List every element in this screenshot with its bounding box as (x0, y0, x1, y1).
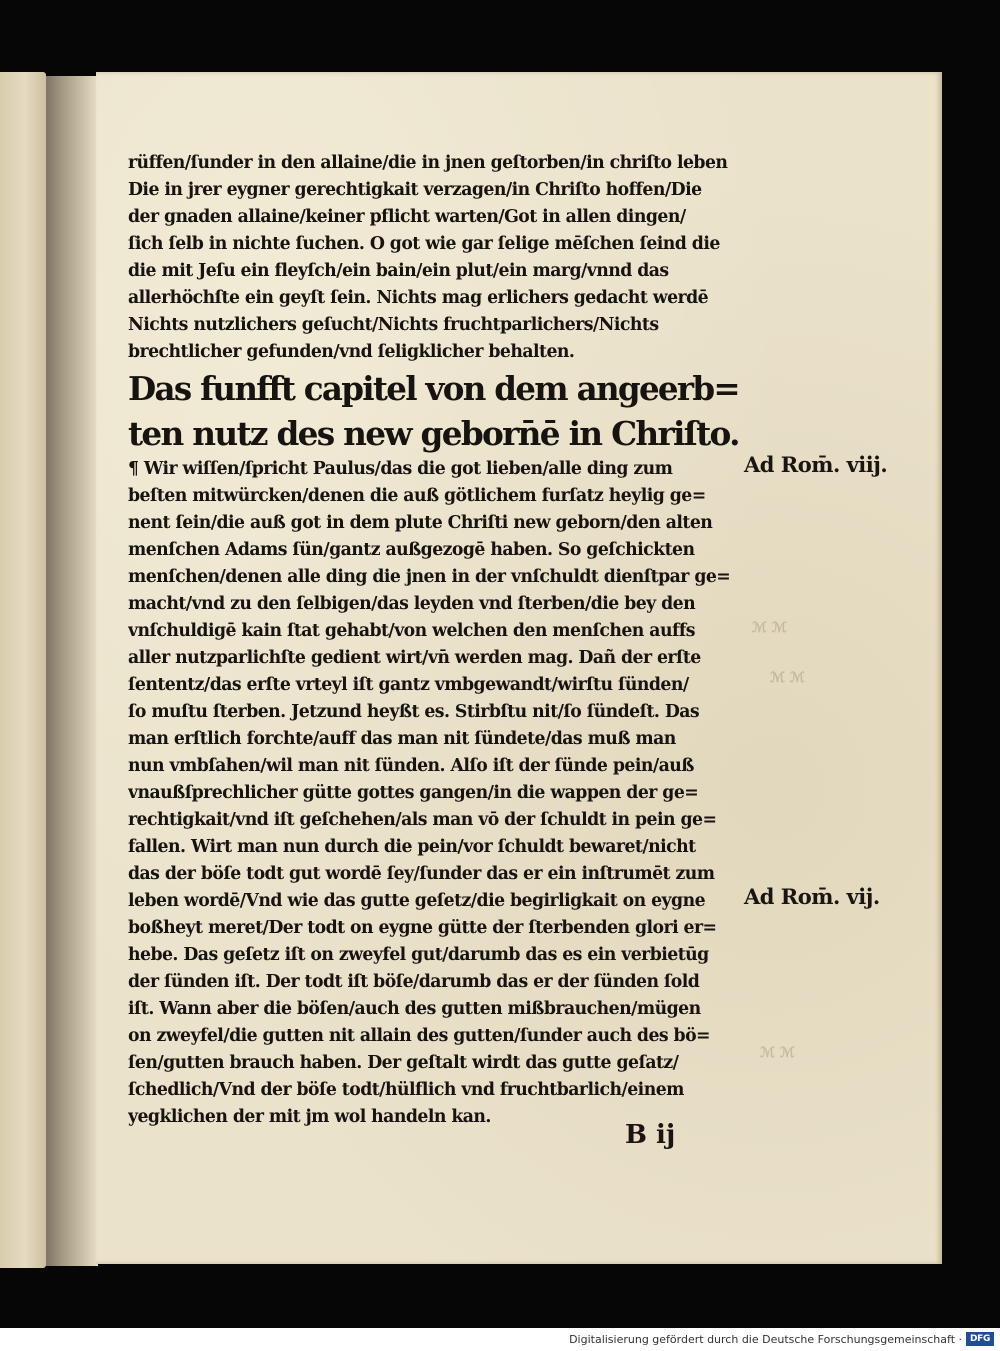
text-line: nent ſein/die auß got in dem plute Chriſti new geborn/den alten (128, 513, 713, 533)
footer-bar (0, 1328, 1000, 1351)
text-line: menſchen Adams ſün/gantz außgezogē haben. So geſchickten (128, 540, 695, 560)
text-line: beſten mitwürcken/denen die auß götlichem furſatz heylig ge= (128, 486, 706, 506)
text-line: nun vmbſahen/wil man nit ſünden. Alſo iſt der ſünde pein/auß (128, 756, 694, 776)
text-line: allerhöchſte ein geyſt ſein. Nichts mag erlichers gedacht werdē (128, 288, 709, 308)
page-text (128, 150, 740, 1131)
text-line: die mit Jeſu ein fleyſch/ein bain/ein plut/ein marg/vnnd das (128, 261, 669, 281)
text-line: leben wordē/Vnd wie das gutte geſetz/die begirligkait on eygne (128, 891, 706, 911)
text-line: brechtlicher gefunden/vnd ſeligklicher behalten. (128, 342, 575, 362)
left-page-edge (0, 72, 46, 1268)
text-line: ſen/gutten brauch haben. Der geſtalt wirdt das gutte geſatz/ (128, 1053, 679, 1073)
text-line: ſchedlich/Vnd der böſe todt/hülflich vnd fruchtbarlich/einem (128, 1080, 684, 1100)
text-line: das der böſe todt gut wordē ſey/ſunder das er ein inſtrumēt zum (128, 864, 715, 884)
text-line: Nichts nutzlichers geſucht/Nichts fruchtparlichers/Nichts (128, 315, 659, 335)
text-line: macht/vnd zu den ſelbigen/das leyden vnd ſterben/die bey den (128, 594, 696, 614)
text-line: rüffen/ſunder in den allaine/die in jnen geſtorben/in chriſto leben (128, 153, 728, 173)
text-line: on zweyfel/die gutten nit allain des gutten/ſunder auch des bö= (128, 1026, 710, 1046)
text-line: vnſchuldigē kain ſtat gehabt/von welchen den menſchen auffs (128, 621, 695, 641)
text-line: yegklichen der mit jm wol handeln kan. (128, 1107, 491, 1127)
text-line: vnaußſprechlicher gütte gottes gangen/in die wappen der ge= (128, 783, 699, 803)
text-line: fallen. Wirt man nun durch die pein/vor ſchuldt bewaret/nicht (128, 837, 696, 857)
marginal-note: Ad Rom̄. vij. (744, 884, 880, 909)
chapter-heading: ten nutz des new geborn̄ē in Chriſto. (128, 414, 739, 453)
text-line: der gnaden allaine/keiner pflicht warten/Got in allen dingen/ (128, 207, 686, 227)
text-line: ſententz/das erſte vrteyl iſt gantz vmbgewandt/wirſtu ſünden/ (128, 675, 689, 695)
text-line: boßheyt meret/Der todt on eygne gütte der ſterbenden glori er= (128, 918, 717, 938)
text-line: rechtigkait/vnd iſt geſchehen/als man vō der ſchuldt in pein ge= (128, 810, 717, 830)
text-line: iſt. Wann aber die böſen/auch des gutten mißbrauchen/mügen (128, 999, 701, 1019)
show-through-text: ℳ ℳ (752, 620, 787, 636)
chapter-heading: Das funfft capitel von dem angeerb= (128, 369, 739, 408)
text-line: ſich ſelb in nichte ſuchen. O got wie gar ſelige mēſchen ſeind die (128, 234, 720, 254)
text-line: ſo muſtu ſterben. Jetzund heyßt es. Stirbſtu nit/ſo ſündeſt. Das (128, 702, 700, 722)
text-line: Die in jrer eygner gerechtigkait verzagen/in Chriſto hoffen/Die (128, 180, 702, 200)
show-through-text: ℳ ℳ (760, 1045, 795, 1061)
text-line: der ſünden iſt. Der todt iſt böſe/darumb das er der ſünden ſold (128, 972, 700, 992)
show-through-text: ℳ ℳ (770, 670, 805, 686)
text-line: hebe. Das geſetz iſt on zweyfel gut/darumb das es ein verbietūg (128, 945, 709, 965)
marginal-note: Ad Rom̄. viij. (744, 452, 888, 477)
text-line: aller nutzparlichſte gedient wirt/vn̄ werden mag. Dañ der erſte (128, 648, 701, 668)
signature-mark: B ij (625, 1120, 676, 1150)
text-line: man erſtlich forchte/auff das man nit ſündete/das muß man (128, 729, 676, 749)
book-gutter (46, 76, 98, 1266)
footer-credit: Digitalisierung gefördert durch die Deutsche Forschungsgemeinschaft · (569, 1333, 962, 1346)
text-line: menſchen/denen alle ding die jnen in der vnſchuldt dienſtpar ge= (128, 567, 731, 587)
text-line: ¶ Wir wiſſen/ſpricht Paulus/das die got lieben/alle ding zum (128, 459, 673, 479)
dfg-logo-icon: DFG (966, 1332, 994, 1346)
